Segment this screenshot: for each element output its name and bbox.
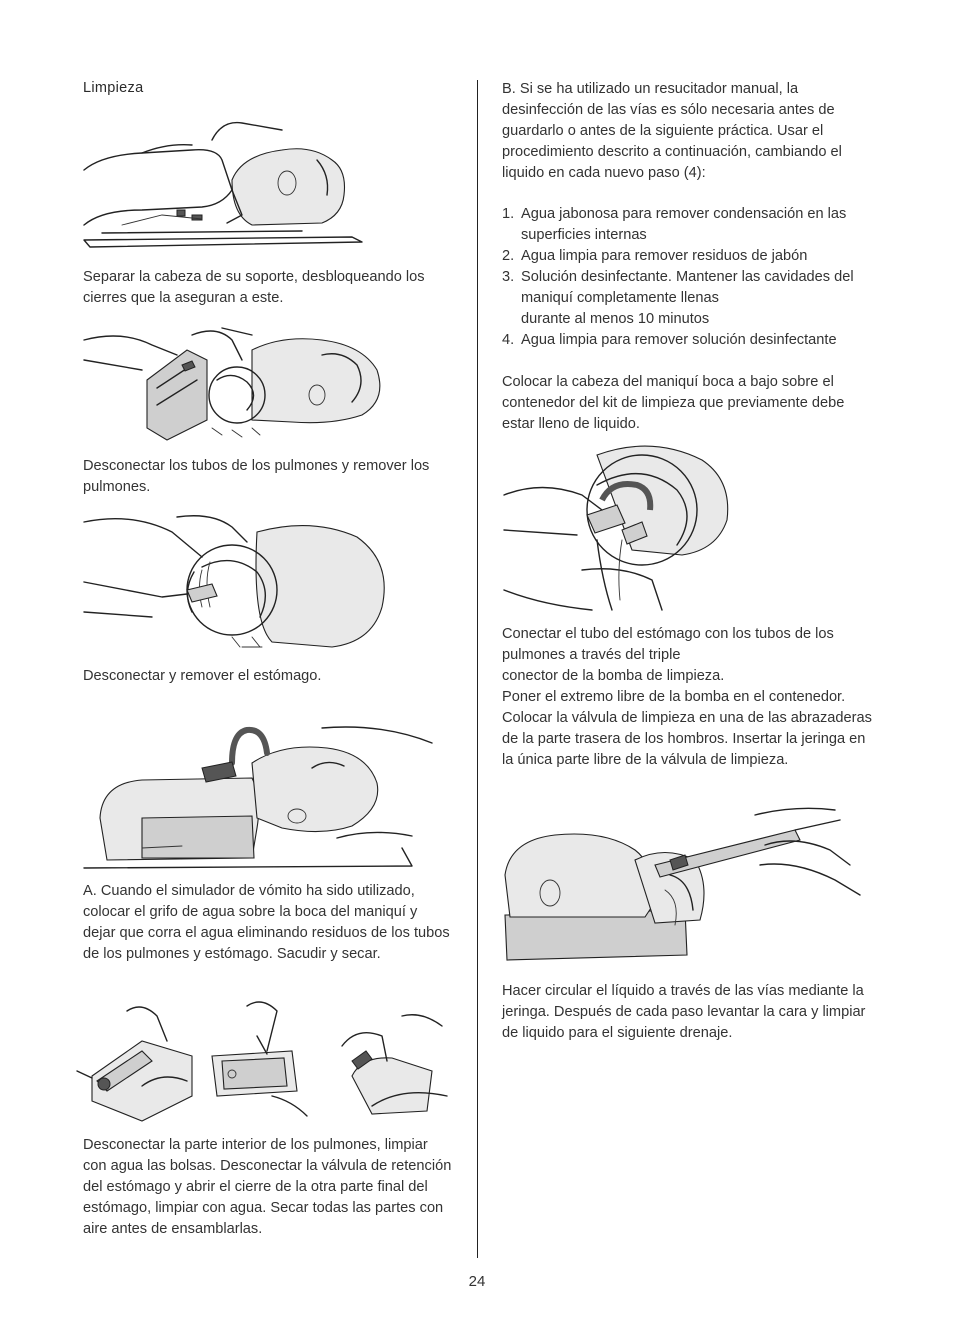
- step-item: 4. Agua limpia para remover solución desinfectante: [502, 332, 837, 348]
- section-heading: Limpieza: [83, 80, 144, 96]
- connect-pump-paragraph: Conectar el tubo del estómago con los tubos de los pulmones a través del triple conector de la bomba de limpieza. Poner el extremo libre de la bomba en el contenedor. Colocar la válvula de limpieza en una de las abrazaderas de la parte trasera de los hombros. Insertar la jeringa en la única parte libre de la válvula de limpieza.: [502, 626, 872, 768]
- step-item: 1. Agua jabonosa para remover condensación en las superficies internas: [502, 206, 847, 243]
- caption-disconnect-stomach: Desconectar y remover el estómago.: [83, 668, 322, 684]
- figure-disconnect-lungs: [82, 310, 394, 450]
- caption-clean-parts: Desconectar la parte interior de los pulmones, limpiar con agua las bolsas. Desconectar la válvula de retención del estómago y abrir el cierre de la otra parte final del estómago, limpiar con agua. Secar todas las partes con aire antes de ensamblarlas.: [83, 1137, 452, 1237]
- figure-clean-parts: [72, 986, 454, 1126]
- step-item: 2. Agua limpia para remover residuos de jabón: [502, 248, 808, 264]
- place-head-paragraph: Colocar la cabeza del maniquí boca a bajo sobre el contenedor del kit de limpieza que previamente debe estar lleno de liquido.: [502, 374, 845, 432]
- step-item: 3. Solución desinfectante. Mantener las cavidades del maniquí completamente llenas durante al menos 10 minutos: [502, 269, 854, 327]
- circulate-paragraph: Hacer circular el líquido a través de las vías mediante la jeringa. Después de cada paso levantar la cara y limpiar de liquido para el siguiente drenaje.: [502, 983, 866, 1041]
- figure-disconnect-stomach: [82, 512, 396, 657]
- figure-separate-head: [82, 115, 402, 260]
- caption-separate-head: Separar la cabeza de su soporte, desbloqueando los cierres que la aseguran a este.: [83, 269, 425, 306]
- figure-connect-pump: [502, 440, 766, 615]
- caption-disconnect-lungs: Desconectar los tubos de los pulmones y remover los pulmones.: [83, 458, 430, 495]
- cleaning-steps: [502, 204, 877, 351]
- intro-paragraph: B. Si se ha utilizado un resucitador manual, la desinfección de las vías es sólo necesaria antes de guardarlo o antes de la siguiente práctica. Usar el procedimiento descrito a continuación, cambiando el liquido en cada nuevo paso (4):: [502, 81, 842, 181]
- column-divider: [477, 80, 478, 1258]
- page-number: 24: [468, 1273, 486, 1290]
- figure-rinse-tubes: [82, 708, 442, 873]
- figure-syringe: [495, 805, 865, 975]
- caption-rinse-tubes: A. Cuando el simulador de vómito ha sido utilizado, colocar el grifo de agua sobre la boca del maniquí y dejar que corra el agua eliminando residuos de los tubos de los pulmones y estómago. Sacudir y secar.: [83, 883, 450, 962]
